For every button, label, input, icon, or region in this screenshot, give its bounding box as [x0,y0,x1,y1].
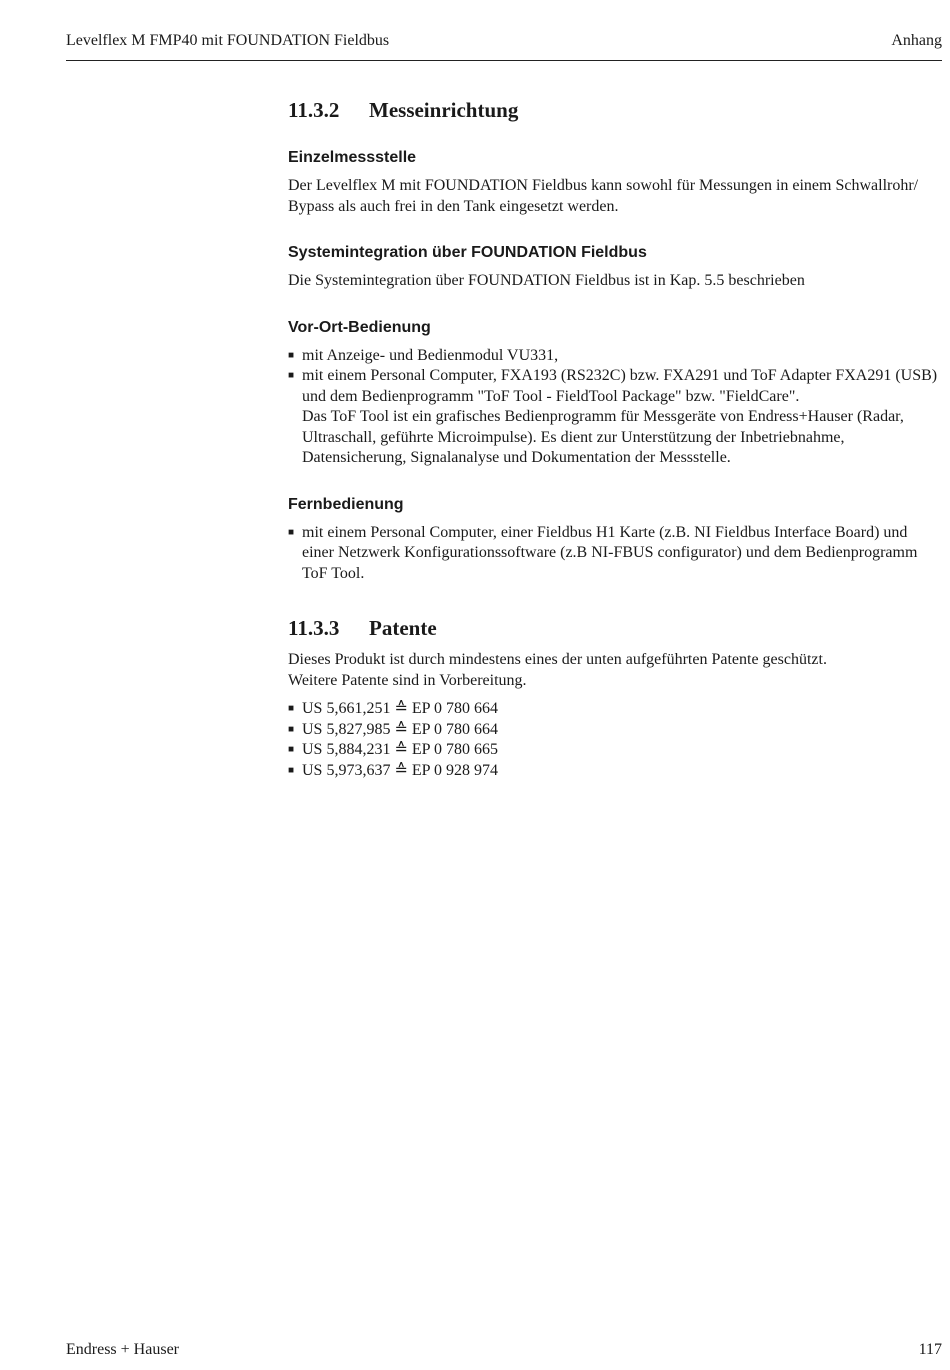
section-title: Patente [369,616,437,640]
page-content [288,96,942,781]
list-item-continuation: Das ToF Tool ist ein grafisches Bedienprogramm für Messgeräte von Endress+Hauser (Radar, Ultraschall, geführte Microimpulse). Es dient zur Unterstützung der Inbetriebnahme, Datensicherung, Signalanalyse und Dokumentation der Messstelle. [302,408,904,466]
fernbedienung-list [288,523,942,585]
patente-intro-line: Weitere Patente sind in Vorbereitung. [288,671,527,689]
einzelmessstelle-text: Der Levelflex M mit FOUNDATION Fieldbus kann sowohl für Messungen in einem Schwallrohr/ Bypass als auch frei in den Tank eingesetzt werden. [288,177,919,215]
fernbedienung-block [288,495,942,585]
section-heading-1133 [288,614,942,642]
list-item [288,366,942,469]
list-item: ■ mit Anzeige- und Bedienmodul VU331, [288,346,942,367]
patente-intro-line: Dieses Produkt ist durch mindestens eines der unten aufgeführten Patente geschützt. [288,651,827,668]
vor-ort-block [288,318,942,469]
page-number: 117 [918,1341,942,1358]
vor-ort-list [288,346,942,469]
section-number: 11.3.2 [288,98,340,122]
page-header-title: Levelflex M FMP40 mit FOUNDATION Fieldbus [66,32,390,49]
patent-item: ■ US 5,827,985 ≙ EP 0 780 664 [288,720,942,741]
patent-item: ■ US 5,973,637 ≙ EP 0 928 974 [288,761,942,782]
systemintegration-text: Die Systemintegration über FOUNDATION Fieldbus ist in Kap. 5.5 beschrieben [288,272,805,289]
patent-item: ■ US 5,661,251 ≙ EP 0 780 664 [288,699,942,720]
patente-intro [288,650,942,691]
systemintegration-block [288,243,942,292]
fernbedienung-heading: Fernbedienung [288,495,404,513]
section-number: 11.3.3 [288,616,340,640]
vor-ort-heading: Vor-Ort-Bedienung [288,318,431,336]
section-title: Messeinrichtung [369,98,519,122]
header-rule [66,60,942,61]
list-item-text: mit einem Personal Computer, FXA193 (RS232C) bzw. FXA291 und ToF Adapter FXA291 (USB) und dem Bedienprogramm "ToF Tool - FieldTool Package" bzw. "FieldCare". [302,367,938,405]
einzelmessstelle-heading: Einzelmessstelle [288,149,417,166]
list-item: ■ mit einem Personal Computer, einer Fieldbus H1 Karte (z.B. NI Fieldbus Interface Board) und einer Netzwerk Konfigurationssoftware (z.B NI-FBUS configurator) und dem Bedienprogramm ToF Tool. [288,523,942,585]
patent-item: ■ US 5,884,231 ≙ EP 0 780 665 [288,740,942,761]
page-header-section: Anhang [891,32,942,49]
einzelmessstelle-block [288,148,942,217]
patent-list [288,699,942,781]
section-heading-1132 [288,96,942,124]
systemintegration-heading: Systemintegration über FOUNDATION Fieldbus [288,244,647,261]
footer-company: Endress + Hauser [66,1341,179,1358]
